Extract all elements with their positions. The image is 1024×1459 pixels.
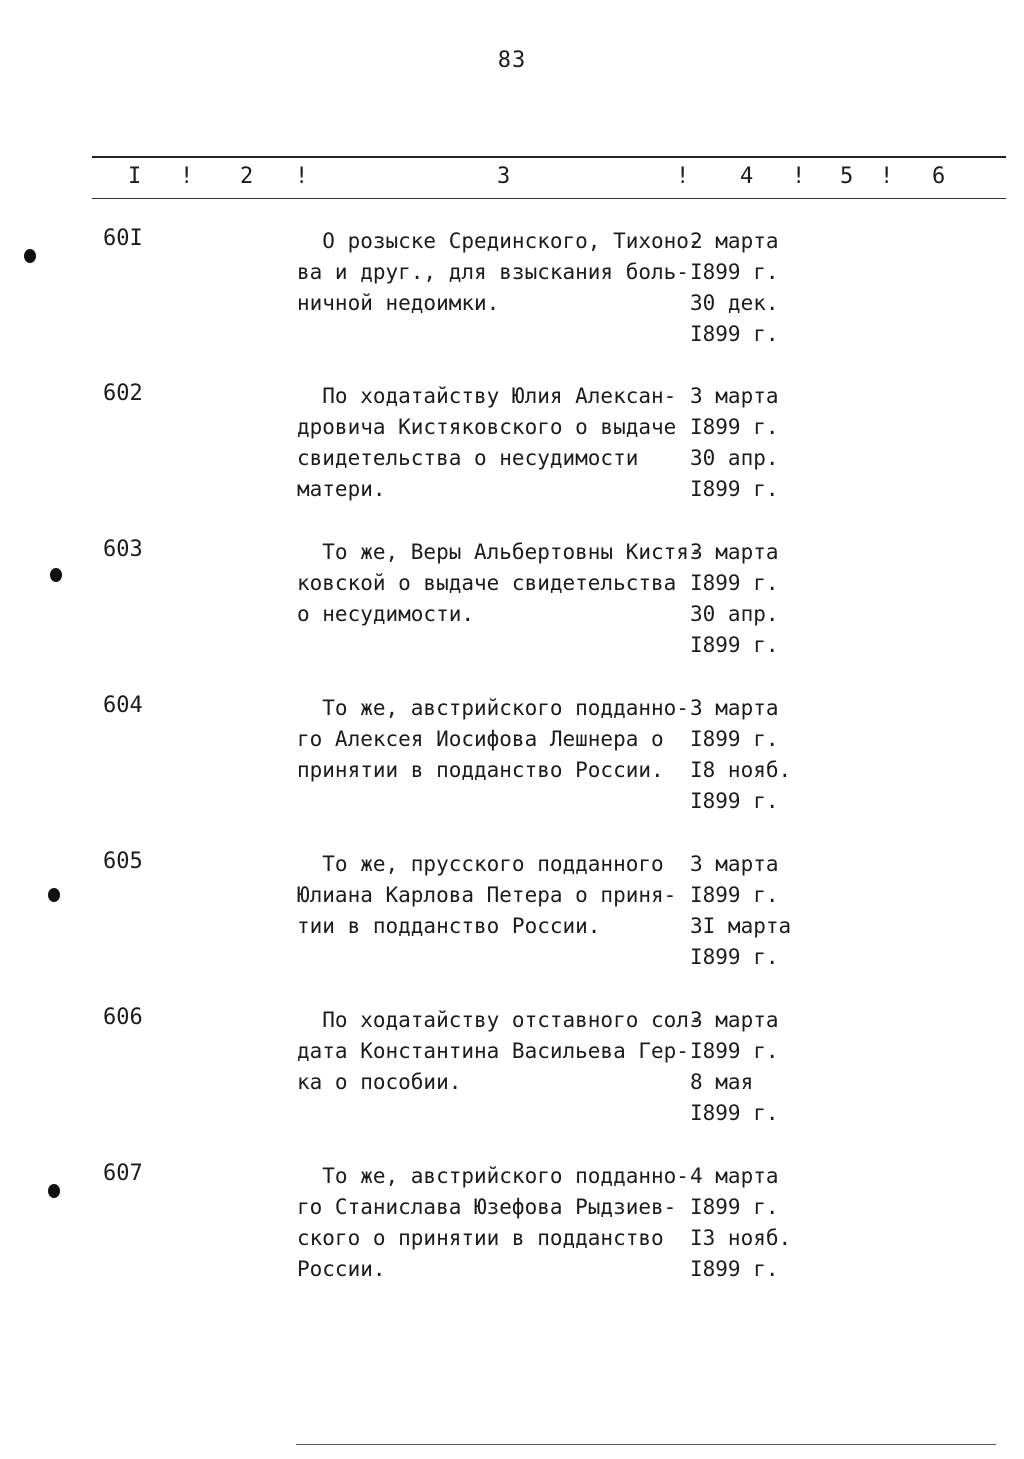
entry-number: 607: [103, 1161, 143, 1186]
description-line: ка о пособии.: [297, 1070, 462, 1094]
date-line: I8 нояб.: [690, 758, 792, 782]
entry-description: [297, 381, 697, 505]
entry-number: 606: [103, 1005, 143, 1030]
date-line: I899 г.: [690, 1039, 779, 1063]
header-col-1: I: [128, 164, 142, 189]
entry-dates: [690, 693, 810, 817]
table-row: [0, 693, 1024, 843]
date-line: 3I марта: [690, 914, 792, 938]
date-line: I899 г.: [690, 1101, 779, 1125]
description-line: То же, австрийского подданно-: [297, 696, 689, 720]
date-line: 3 марта: [690, 384, 779, 408]
page-bottom-rule: [296, 1444, 996, 1445]
description-line: го Станислава Юзефова Рыдзиев-: [297, 1195, 677, 1219]
entry-dates: [690, 1161, 810, 1285]
description-line: России.: [297, 1257, 386, 1281]
date-line: 2 марта: [690, 229, 779, 253]
entry-number: 60I: [103, 226, 143, 251]
punch-hole: [48, 888, 60, 902]
date-line: 30 дек.: [690, 291, 779, 315]
header-col-3: 3: [497, 164, 511, 189]
description-line: ковской о выдаче свидетельства: [297, 571, 677, 595]
date-line: 3 марта: [690, 1008, 779, 1032]
entry-description: [297, 1161, 697, 1285]
description-line: принятии в подданство России.: [297, 758, 664, 782]
punch-hole: [24, 249, 36, 263]
date-line: I899 г.: [690, 1195, 779, 1219]
entry-dates: [690, 537, 810, 661]
header-separator: !: [792, 164, 806, 189]
entry-description: [297, 226, 702, 319]
header-separator: !: [676, 164, 690, 189]
header-col-2: 2: [240, 164, 254, 189]
punch-hole: [48, 1184, 60, 1198]
description-line: По ходатайству Юлия Алексан-: [297, 384, 677, 408]
header-separator: !: [180, 164, 194, 189]
table-header-rule: [92, 198, 1006, 199]
description-line: Юлиана Карлова Петера о приня-: [297, 883, 677, 907]
date-line: I899 г.: [690, 415, 779, 439]
description-line: По ходатайству отставного сол-: [297, 1008, 702, 1032]
description-line: ского о принятии в подданство: [297, 1226, 664, 1250]
date-line: I899 г.: [690, 945, 779, 969]
date-line: I899 г.: [690, 789, 779, 813]
punch-hole: [50, 568, 62, 582]
header-col-5: 5: [840, 164, 854, 189]
table-row: [0, 381, 1024, 531]
table-row: [0, 226, 1024, 376]
description-line: О розыске Срединского, Тихоно-: [297, 229, 702, 253]
entry-number: 603: [103, 537, 143, 562]
entry-dates: [690, 1005, 810, 1129]
entry-dates: [690, 849, 810, 973]
date-line: I899 г.: [690, 571, 779, 595]
date-line: 4 марта: [690, 1164, 779, 1188]
entry-description: [297, 849, 697, 942]
date-line: I899 г.: [690, 633, 779, 657]
date-line: I899 г.: [690, 883, 779, 907]
entry-number: 602: [103, 381, 143, 406]
date-line: 30 апр.: [690, 446, 779, 470]
description-line: То же, Веры Альбертовны Кистя-: [297, 540, 702, 564]
entry-description: [297, 537, 702, 630]
table-row: [0, 1161, 1024, 1311]
entry-dates: [690, 381, 810, 505]
description-line: тии в подданство России.: [297, 914, 601, 938]
date-line: 3 марта: [690, 540, 779, 564]
date-line: I3 нояб.: [690, 1226, 792, 1250]
description-line: го Алексея Иосифова Лешнера о: [297, 727, 664, 751]
description-line: ничной недоимки.: [297, 291, 500, 315]
date-line: I899 г.: [690, 260, 779, 284]
description-line: о несудимости.: [297, 602, 475, 626]
entry-number: 605: [103, 849, 143, 874]
date-line: 30 апр.: [690, 602, 779, 626]
table-row: [0, 849, 1024, 999]
header-separator: !: [295, 164, 309, 189]
description-line: То же, прусского подданного: [297, 852, 664, 876]
page-number: 83: [497, 48, 527, 73]
entry-description: [297, 1005, 702, 1098]
table-row: [0, 537, 1024, 687]
date-line: I899 г.: [690, 477, 779, 501]
description-line: То же, австрийского подданно-: [297, 1164, 689, 1188]
date-line: 8 мая: [690, 1070, 754, 1094]
date-line: I899 г.: [690, 727, 779, 751]
date-line: I899 г.: [690, 1257, 779, 1281]
entry-number: 604: [103, 693, 143, 718]
table-top-rule: [92, 156, 1006, 158]
date-line: 3 марта: [690, 852, 779, 876]
header-separator: !: [880, 164, 894, 189]
description-line: матери.: [297, 477, 386, 501]
entry-dates: [690, 226, 810, 350]
table-row: [0, 1005, 1024, 1155]
description-line: дата Константина Васильева Гер-: [297, 1039, 689, 1063]
description-line: ва и друг., для взыскания боль-: [297, 260, 689, 284]
description-line: дровича Кистяковского о выдаче: [297, 415, 677, 439]
date-line: 3 марта: [690, 696, 779, 720]
header-col-6: 6: [932, 164, 946, 189]
entry-description: [297, 693, 697, 786]
description-line: свидетельства о несудимости: [297, 446, 639, 470]
date-line: I899 г.: [690, 322, 779, 346]
header-col-4: 4: [740, 164, 754, 189]
